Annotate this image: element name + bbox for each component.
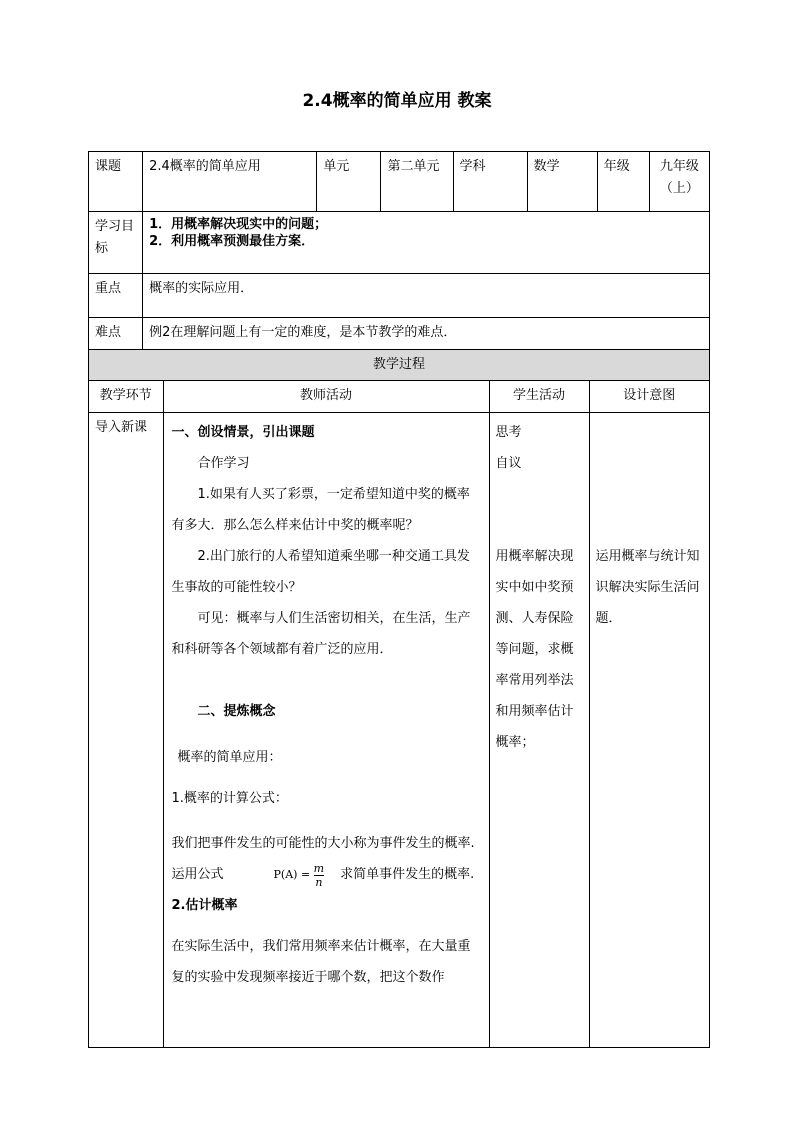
- teacher-para: 概率的简单应用：: [177, 750, 282, 765]
- column-student: 学生活动: [489, 381, 589, 412]
- teacher-para: 2.出门旅行的人希望知道乘坐哪一种交通工具发生事故的可能性较小？: [171, 549, 470, 595]
- teacher-para: [172, 828, 481, 890]
- topic-label: 课题: [89, 152, 143, 212]
- unit-value: 第二单元: [381, 152, 453, 212]
- formula-intro: 我们把事件发生的可能性的大小称为事件发生的概率.运用公式: [171, 836, 475, 882]
- teacher-activity: [163, 413, 489, 1047]
- teacher-para: 1.如果有人买了彩票，一定希望知道中奖的概率有多大．那么怎么样来估计中奖的概率呢？: [171, 487, 470, 533]
- section-heading-1: 一、创设情景，引出课题: [171, 425, 315, 440]
- column-stage: 教学环节: [89, 381, 163, 412]
- design-text: 运用概率与统计知识解决实际生活问题．: [595, 549, 700, 626]
- section-heading-2: 二、提炼概念: [197, 704, 276, 719]
- stage-label: 导入新课: [95, 420, 148, 435]
- subject-label: 学科: [453, 152, 527, 212]
- goals-content: [143, 212, 710, 274]
- stage-cell: [89, 413, 163, 1047]
- process-columns: [89, 381, 709, 412]
- teacher-para: 可见：概率与人们生活密切相关，在生活，生产和科研等各个领域都有着广泛的应用．: [171, 611, 471, 657]
- key-point-text: 概率的实际应用．: [143, 274, 710, 318]
- grade-value: 九年级（上）: [649, 152, 709, 212]
- goal-item: 2．利用概率预测最佳方案．: [149, 234, 315, 249]
- teacher-para: 2.估计概率: [171, 898, 238, 913]
- column-design: 设计意图: [589, 381, 709, 412]
- formula-lhs: P(A) =: [273, 868, 311, 881]
- lesson-plan-table: [88, 151, 710, 1048]
- student-item: 自议: [495, 456, 522, 471]
- teacher-para: 合作学习: [197, 456, 250, 471]
- formula-denominator: n: [315, 875, 323, 889]
- difficulty-label: 难点: [89, 318, 143, 350]
- student-activity: [489, 413, 589, 1047]
- document-title: 2.4概率的简单应用 教案: [302, 91, 492, 111]
- grade-label: 年级: [597, 152, 649, 212]
- key-point-label: 重点: [89, 274, 143, 318]
- unit-label: 单元: [317, 152, 381, 212]
- topic-value: 2.4概率的简单应用: [143, 152, 317, 212]
- formula-fraction: [314, 862, 324, 889]
- goal-item: 1．用概率解决现实中的问题；: [149, 217, 328, 232]
- design-intent: [589, 413, 709, 1047]
- formula-numerator: m: [313, 861, 325, 875]
- process-body: [89, 413, 709, 1047]
- subject-value: 数学: [527, 152, 597, 212]
- process-header: 教学过程: [89, 350, 710, 381]
- goals-label: 学习目标: [89, 212, 143, 274]
- teacher-para: 在实际生活中，我们常用频率来估计概率，在大量重复的实验中发现频率接近于哪个数，把这个数作: [171, 939, 471, 985]
- student-item: 思考: [495, 425, 522, 440]
- difficulty-text: 例2在理解问题上有一定的难度，是本节教学的难点．: [143, 318, 710, 350]
- probability-formula: [274, 859, 325, 890]
- student-item: 用概率解决现实中如中奖预测、人寿保险等问题，求概率常用列举法和用频率估计概率；: [495, 549, 574, 750]
- formula-outro: 求简单事件发生的概率.: [340, 867, 475, 882]
- column-teacher: 教师活动: [163, 381, 489, 412]
- teacher-para: 1.概率的计算公式：: [171, 791, 288, 806]
